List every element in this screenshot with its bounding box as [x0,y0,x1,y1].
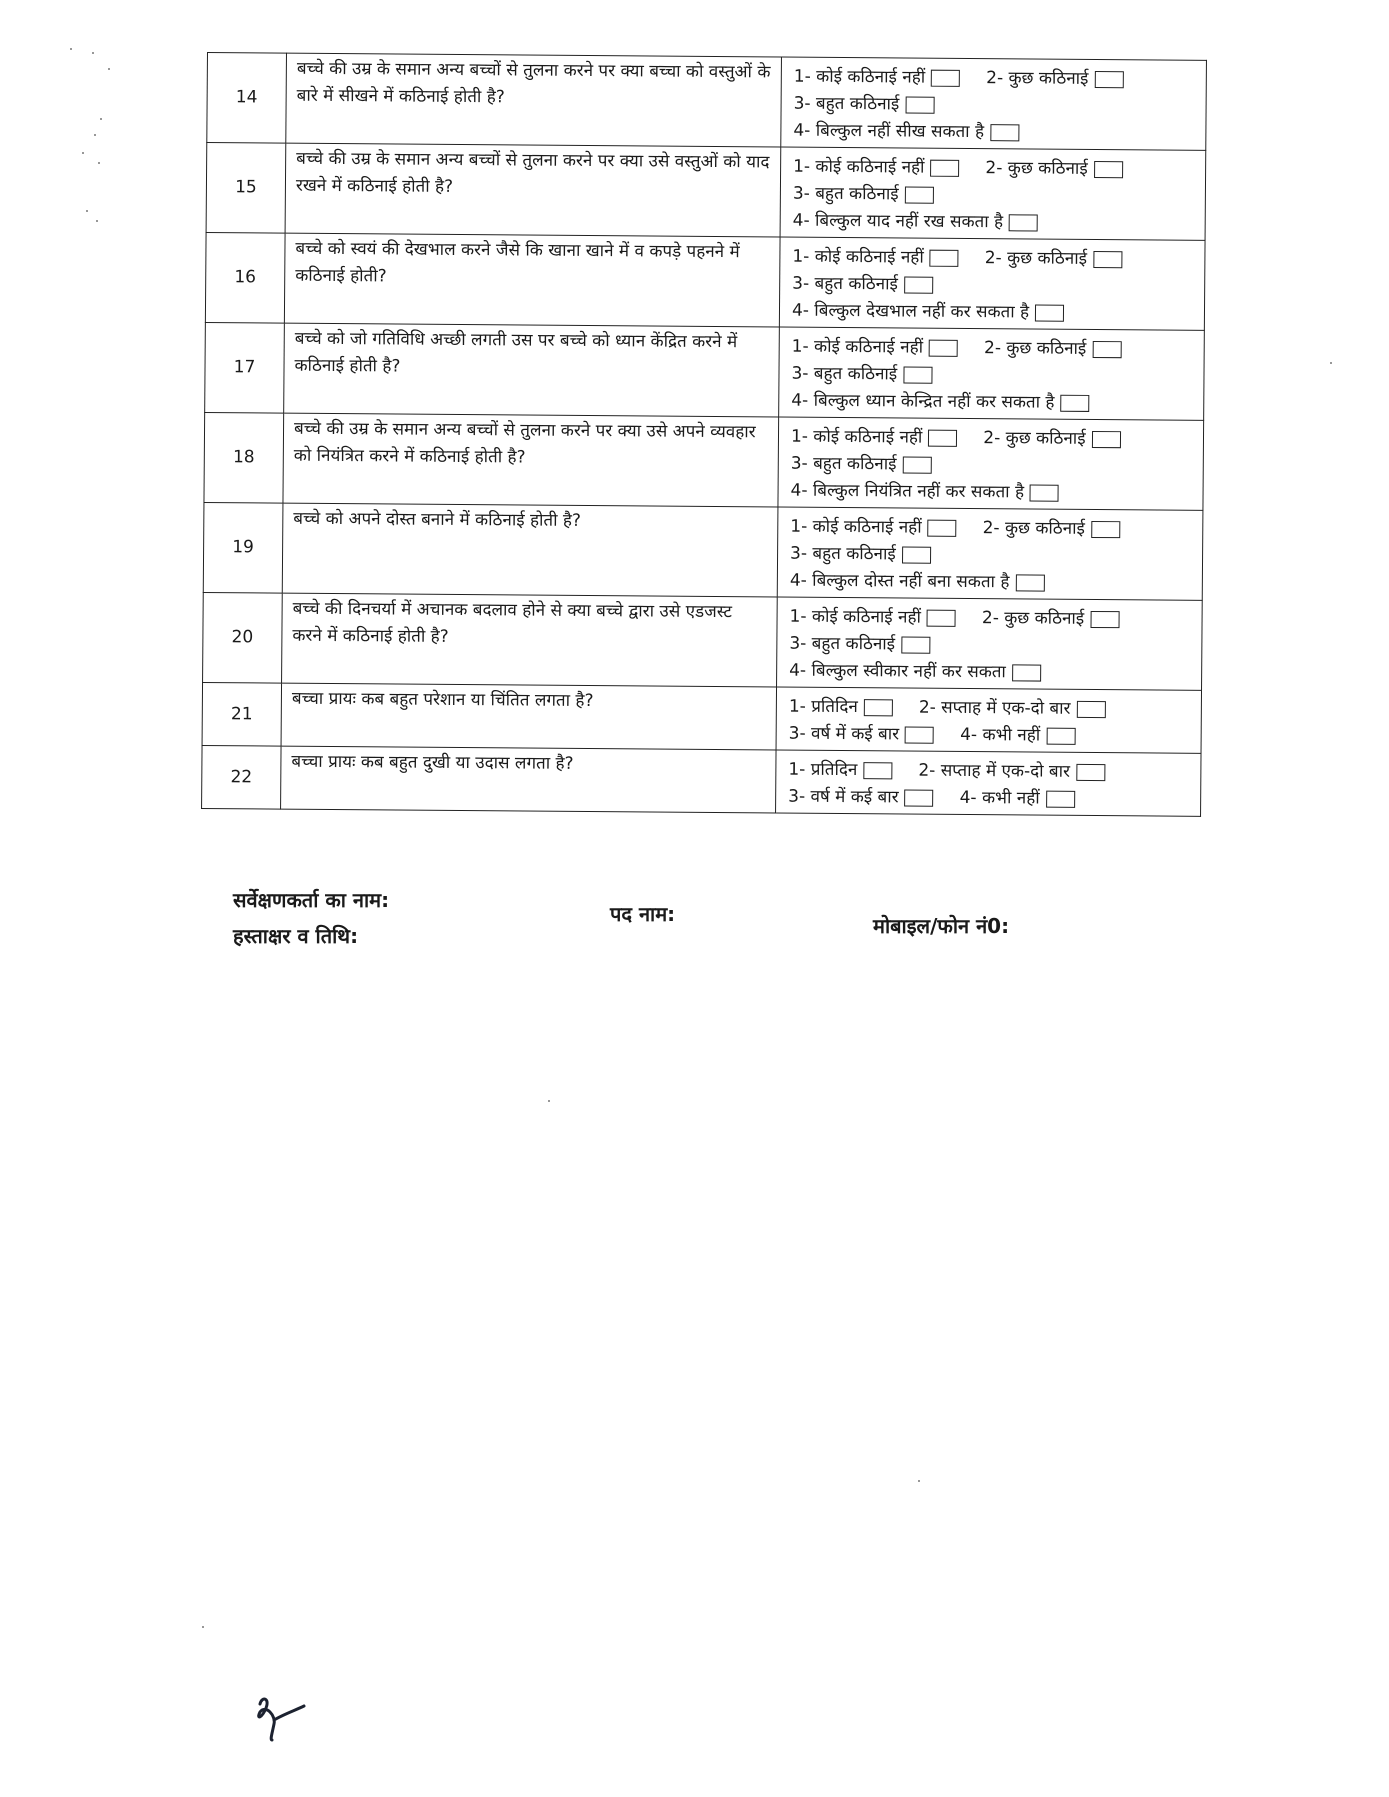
table-row [206,143,1206,241]
answer-checkbox[interactable] [1093,251,1122,268]
option-label: 4- बिल्कुल दोस्त नहीं बना सकता है [789,570,1010,593]
option-line [791,388,1195,418]
question-number: 22 [202,745,281,809]
option-line [791,451,1195,481]
table-row [202,745,1201,816]
answer-options [779,327,1205,420]
answer-options [776,687,1201,753]
option-line [789,694,1193,724]
option-line [789,658,1193,688]
answer-option [984,335,1121,363]
answer-options [778,417,1204,510]
answer-option [788,757,892,785]
answer-option [983,425,1120,453]
question-text: बच्चे को स्वयं की देखभाल करने जैसे कि खाना खाने में व कपड़े पहनने में कठिनाई होती? [284,233,780,327]
answer-checkbox[interactable] [1012,664,1041,681]
designation-label: पद नाम: [610,902,676,926]
option-line [794,64,1198,94]
answer-checkbox[interactable] [864,699,893,716]
question-text: बच्चा प्रायः कब बहुत परेशान या चिंतित लगता है? [281,683,776,750]
answer-option [918,758,1105,786]
option-line [790,541,1194,571]
answer-checkbox[interactable] [1060,395,1089,412]
option-label: 2- कुछ कठिनाई [982,518,1085,539]
answer-checkbox[interactable] [1090,611,1119,628]
option-line [793,208,1197,238]
answer-checkbox[interactable] [901,636,930,653]
option-label: 3- बहुत कठिनाई [789,543,896,565]
option-label: 4- बिल्कुल याद नहीं रख सकता है [792,210,1004,233]
option-line [788,757,1192,787]
answer-option [960,722,1075,750]
answer-checkbox[interactable] [1076,701,1105,718]
option-label: 3- बहुत कठिनाई [792,273,898,295]
option-line [793,181,1197,211]
option-label: 1- प्रतिदिन [788,759,858,781]
option-label: 1- कोई कठिनाई नहीं [791,336,924,358]
question-number: 21 [202,682,281,746]
table-row [205,322,1205,420]
answer-checkbox[interactable] [903,366,932,383]
answer-option [793,208,1039,237]
answer-option [960,785,1075,813]
answer-option [788,784,934,812]
question-number: 20 [203,592,283,683]
answer-option [983,515,1120,543]
option-label: 2- कुछ कठिनाई [985,158,1088,179]
answer-checkbox[interactable] [904,276,933,293]
option-line [790,478,1194,508]
answer-checkbox[interactable] [930,250,959,267]
option-label: 2- कुछ कठिनाई [986,68,1089,89]
question-number: 19 [203,502,283,593]
answer-option [985,155,1122,183]
answer-option [789,631,930,659]
answer-checkbox[interactable] [1094,71,1123,88]
option-label: 2- कुछ कठिनाई [981,608,1085,629]
questions-table [201,52,1207,817]
answer-checkbox[interactable] [1015,574,1044,591]
answer-checkbox[interactable] [1009,214,1038,231]
answer-checkbox[interactable] [1046,728,1075,745]
answer-option [794,91,935,119]
answer-option [792,244,959,272]
option-label: 2- सप्ताह में एक-दो बार [918,697,1071,719]
answer-checkbox[interactable] [905,186,934,203]
answer-option [791,361,932,389]
answer-checkbox[interactable] [930,160,959,177]
option-line [792,244,1196,274]
answer-checkbox[interactable] [1030,484,1059,501]
option-line [793,154,1197,184]
option-label: 4- बिल्कुल ध्यान केन्द्रित नहीं कर सकता है [791,390,1055,413]
option-label: 4- कभी नहीं [959,787,1040,809]
answer-checkbox[interactable] [1092,431,1121,448]
option-label: 1- कोई कठिनाई नहीं [789,606,922,628]
answer-option [791,451,932,479]
question-number: 15 [206,143,286,234]
option-line [791,424,1195,454]
option-line [788,784,1192,814]
option-label: 1- कोई कठिनाई नहीं [793,66,926,88]
answer-options [779,237,1205,330]
signature-date-label: हस्ताक्षर व तिथि: [233,924,359,948]
question-text: बच्चे की दिनचर्या में अचानक बदलाव होने से क्या बच्चे द्वारा उसे एडजस्ट करने में कठिनाई होती है? [282,593,778,687]
question-text: बच्चे की उम्र के समान अन्य बच्चों से तुलना करने पर क्या उसे अपने व्यवहार को नियंत्रित करने में कठिनाई होती है? [283,413,779,507]
option-label: 1- कोई कठिनाई नहीं [790,516,922,538]
answer-options [777,597,1203,690]
answer-options [781,57,1207,150]
answer-option [793,154,960,182]
answer-checkbox[interactable] [927,610,956,627]
answer-option [791,388,1089,417]
option-label: 4- बिल्कुल नहीं सीख सकता है [793,120,985,143]
answer-checkbox[interactable] [1035,305,1064,322]
option-line [790,514,1194,544]
answer-option [789,658,1041,687]
answer-option [986,65,1123,93]
answer-option [790,568,1045,597]
option-line [790,568,1194,598]
option-label: 2- कुछ कठिनाई [983,428,1086,449]
table-row [205,232,1205,330]
option-label: 2- सप्ताह में एक-दो बार [918,760,1071,782]
answer-checkbox[interactable] [1091,521,1120,538]
answer-checkbox[interactable] [905,727,934,744]
answer-checkbox[interactable] [863,762,892,779]
option-label: 4- बिल्कुल स्वीकार नहीं कर सकता [789,660,1006,683]
option-line [789,631,1193,661]
question-text: बच्चे को अपने दोस्त बनाने में कठिनाई होती है? [282,503,778,597]
answer-checkbox[interactable] [1092,341,1121,358]
answer-option [789,604,956,632]
answer-option [790,541,931,569]
option-label: 1- कोई कठिनाई नहीं [792,246,924,268]
option-label: 2- कुछ कठिनाई [984,248,1088,269]
option-label: 1- कोई कठिनाई नहीं [790,426,923,448]
table-row [204,412,1204,510]
option-line [793,118,1197,148]
table-row [203,592,1203,690]
answer-option [792,298,1064,327]
option-label: 3- बहुत कठिनाई [792,183,899,205]
answer-option [982,605,1119,633]
answer-option [790,478,1059,507]
answer-option [793,181,934,209]
answer-options [776,750,1201,816]
answer-checkbox[interactable] [905,96,934,113]
option-line [792,271,1196,301]
answer-option [792,334,959,362]
table-row [203,502,1203,600]
option-label: 4- बिल्कुल नियंत्रित नहीं कर सकता है [790,480,1025,503]
answer-option [792,271,933,299]
option-label: 3- बहुत कठिनाई [789,633,896,655]
question-text: बच्चा प्रायः कब बहुत दुखी या उदास लगता है? [281,746,776,813]
table-row [207,53,1207,151]
option-label: 3- वर्ष में कई बार [788,786,899,808]
option-label: 3- बहुत कठिनाई [791,363,898,385]
answer-checkbox[interactable] [902,456,931,473]
option-line [791,361,1195,391]
question-text: बच्चे को जो गतिविधि अच्छी लगती उस पर बच्चे को ध्यान केंद्रित करने में कठिनाई होती है? [284,323,780,417]
answer-option [789,694,893,722]
option-label: 3- बहुत कठिनाई [790,453,897,475]
option-label: 4- बिल्कुल देखभाल नहीं कर सकता है [791,300,1030,323]
answer-option [985,245,1122,273]
option-label: 1- कोई कठिनाई नहीं [793,156,925,178]
handwritten-signature-mark [252,1690,312,1746]
question-text: बच्चे की उम्र के समान अन्य बच्चों से तुलना करने पर क्या बच्चा को वस्तुओं के बारे में सीखने में कठिनाई होती है? [286,53,782,147]
answer-checkbox[interactable] [928,520,957,537]
answer-option [790,514,957,542]
question-number: 17 [205,322,285,413]
option-line [792,334,1196,364]
table-row [202,682,1201,753]
question-text: बच्चे की उम्र के समान अन्य बच्चों से तुलना करने पर क्या उसे वस्तुओं को याद रखने में कठिनाई होती है? [285,143,781,237]
option-label: 1- प्रतिदिन [788,696,858,718]
mobile-number-label: मोबाइल/फोन नं0: [873,914,1010,938]
question-number: 16 [205,232,285,323]
option-line [789,604,1193,634]
answer-checkbox[interactable] [990,124,1019,141]
answer-checkbox[interactable] [929,340,958,357]
answer-checkbox[interactable] [1076,764,1105,781]
option-label: 2- कुछ कठिनाई [983,338,1087,359]
answer-option [789,721,935,749]
answer-checkbox[interactable] [928,430,957,447]
answer-checkbox[interactable] [905,790,934,807]
option-label: 3- वर्ष में कई बार [788,723,900,745]
question-number: 18 [204,412,284,503]
answer-option [793,118,1019,147]
option-label: 3- बहुत कठिनाई [793,93,900,115]
answer-option [791,424,958,452]
answer-options [780,147,1206,240]
answer-option [794,64,961,92]
answer-checkbox[interactable] [1094,161,1123,178]
answer-options [777,507,1203,600]
answer-checkbox[interactable] [931,70,960,87]
option-line [794,91,1198,121]
answer-checkbox[interactable] [902,546,931,563]
surveyor-name-label: सर्वेक्षणकर्ता का नाम: [233,888,390,912]
option-line [792,298,1196,328]
answer-checkbox[interactable] [1046,791,1075,808]
option-line [789,721,1193,751]
option-label: 4- कभी नहीं [960,724,1041,746]
answer-option [919,695,1106,723]
question-number: 14 [207,53,287,144]
